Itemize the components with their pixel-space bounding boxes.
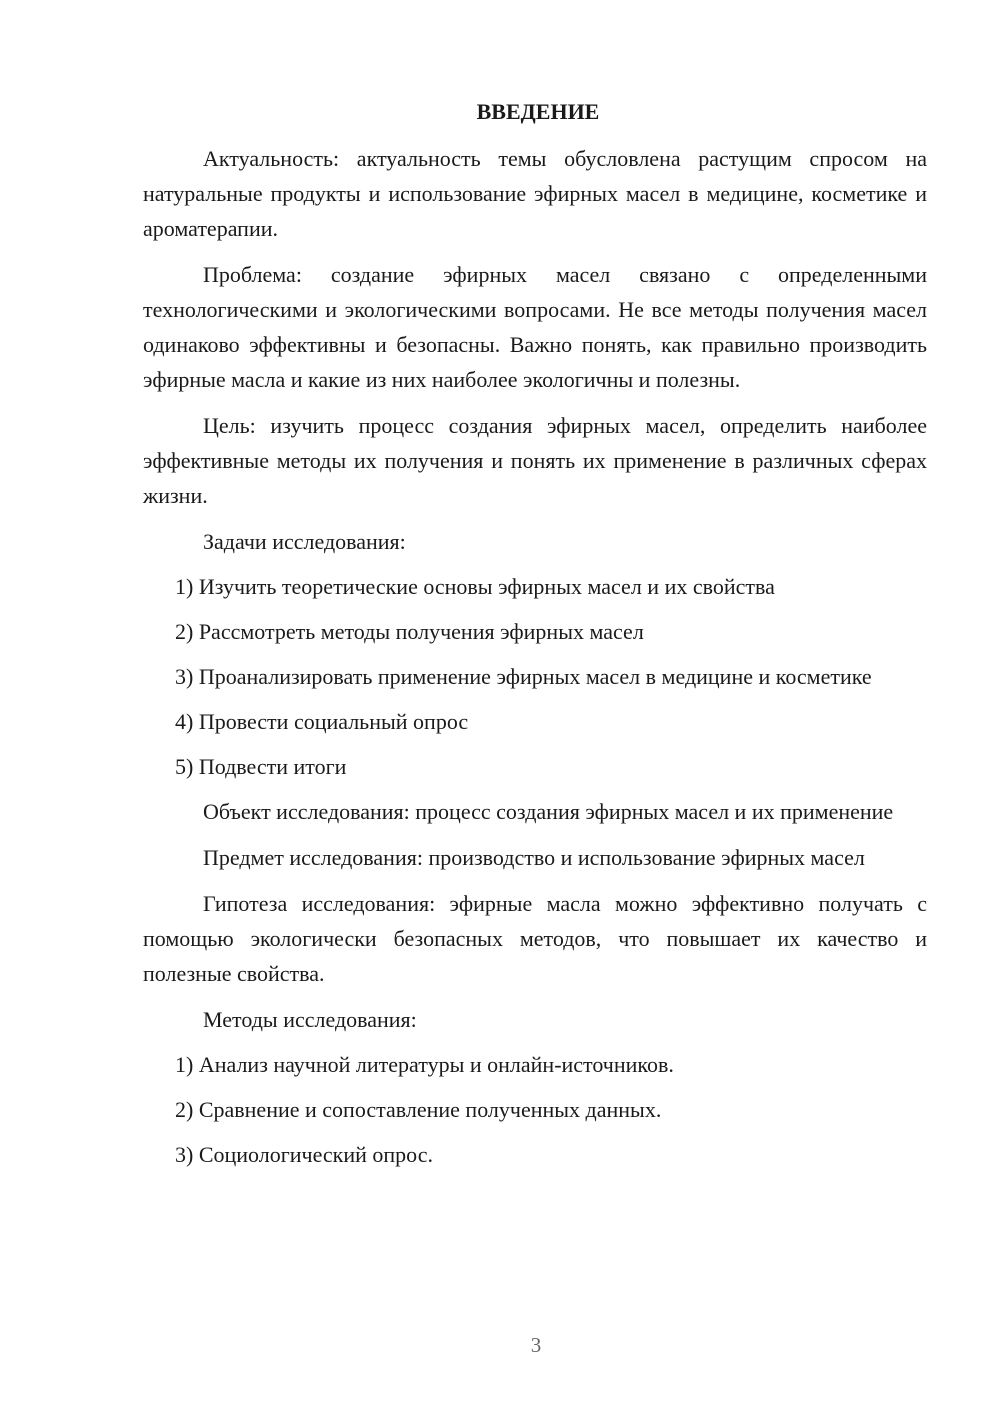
tasks-heading: Задачи исследования: [203, 529, 406, 554]
page-number: 3 [530, 1333, 542, 1357]
goal-paragraph: Цель: изучить процесс создания эфирных масел, определить наиболее эффективные методы их получения и понять их применение в различных сферах жизни. [143, 413, 927, 508]
list-item: 3) Проанализировать применение эфирных масел в медицине и косметике [175, 664, 872, 689]
object-paragraph: Объект исследования: процесс создания эфирных масел и их применение [203, 799, 894, 824]
list-item: 2) Сравнение и сопоставление полученных данных. [175, 1097, 662, 1122]
page-content [143, 94, 927, 1182]
list-item: 3) Социологический опрос. [175, 1142, 433, 1167]
list-item: 2) Рассмотреть методы получения эфирных масел [175, 619, 644, 644]
list-item: 1) Изучить теоретические основы эфирных масел и их свойства [175, 574, 775, 599]
list-item: 1) Анализ научной литературы и онлайн-источников. [175, 1052, 674, 1077]
problem-paragraph: Проблема: создание эфирных масел связано с определенными технологическими и экологическими вопросами. Не все методы получения масел одинаково эффективны и безопасны. Важно понять, как правильно производить эфирные масла и какие из них наиболее экологичны и полезны. [143, 262, 927, 392]
methods-heading: Методы исследования: [203, 1007, 417, 1032]
hypothesis-paragraph: Гипотеза исследования: эфирные масла можно эффективно получать с помощью экологически безопасных методов, что повышает их качество и полезные свойства. [143, 891, 927, 986]
relevance-paragraph: Актуальность: актуальность темы обусловлена растущим спросом на натуральные продукты и использование эфирных масел в медицине, косметике и ароматерапии. [143, 146, 927, 241]
page-title: ВВЕДЕНИЕ [476, 99, 600, 124]
list-item: 4) Провести социальный опрос [175, 709, 469, 734]
tasks-list [143, 569, 927, 784]
list-item: 5) Подвести итоги [175, 754, 347, 779]
subject-paragraph: Предмет исследования: производство и использование эфирных масел [203, 845, 865, 870]
methods-list [143, 1047, 927, 1172]
